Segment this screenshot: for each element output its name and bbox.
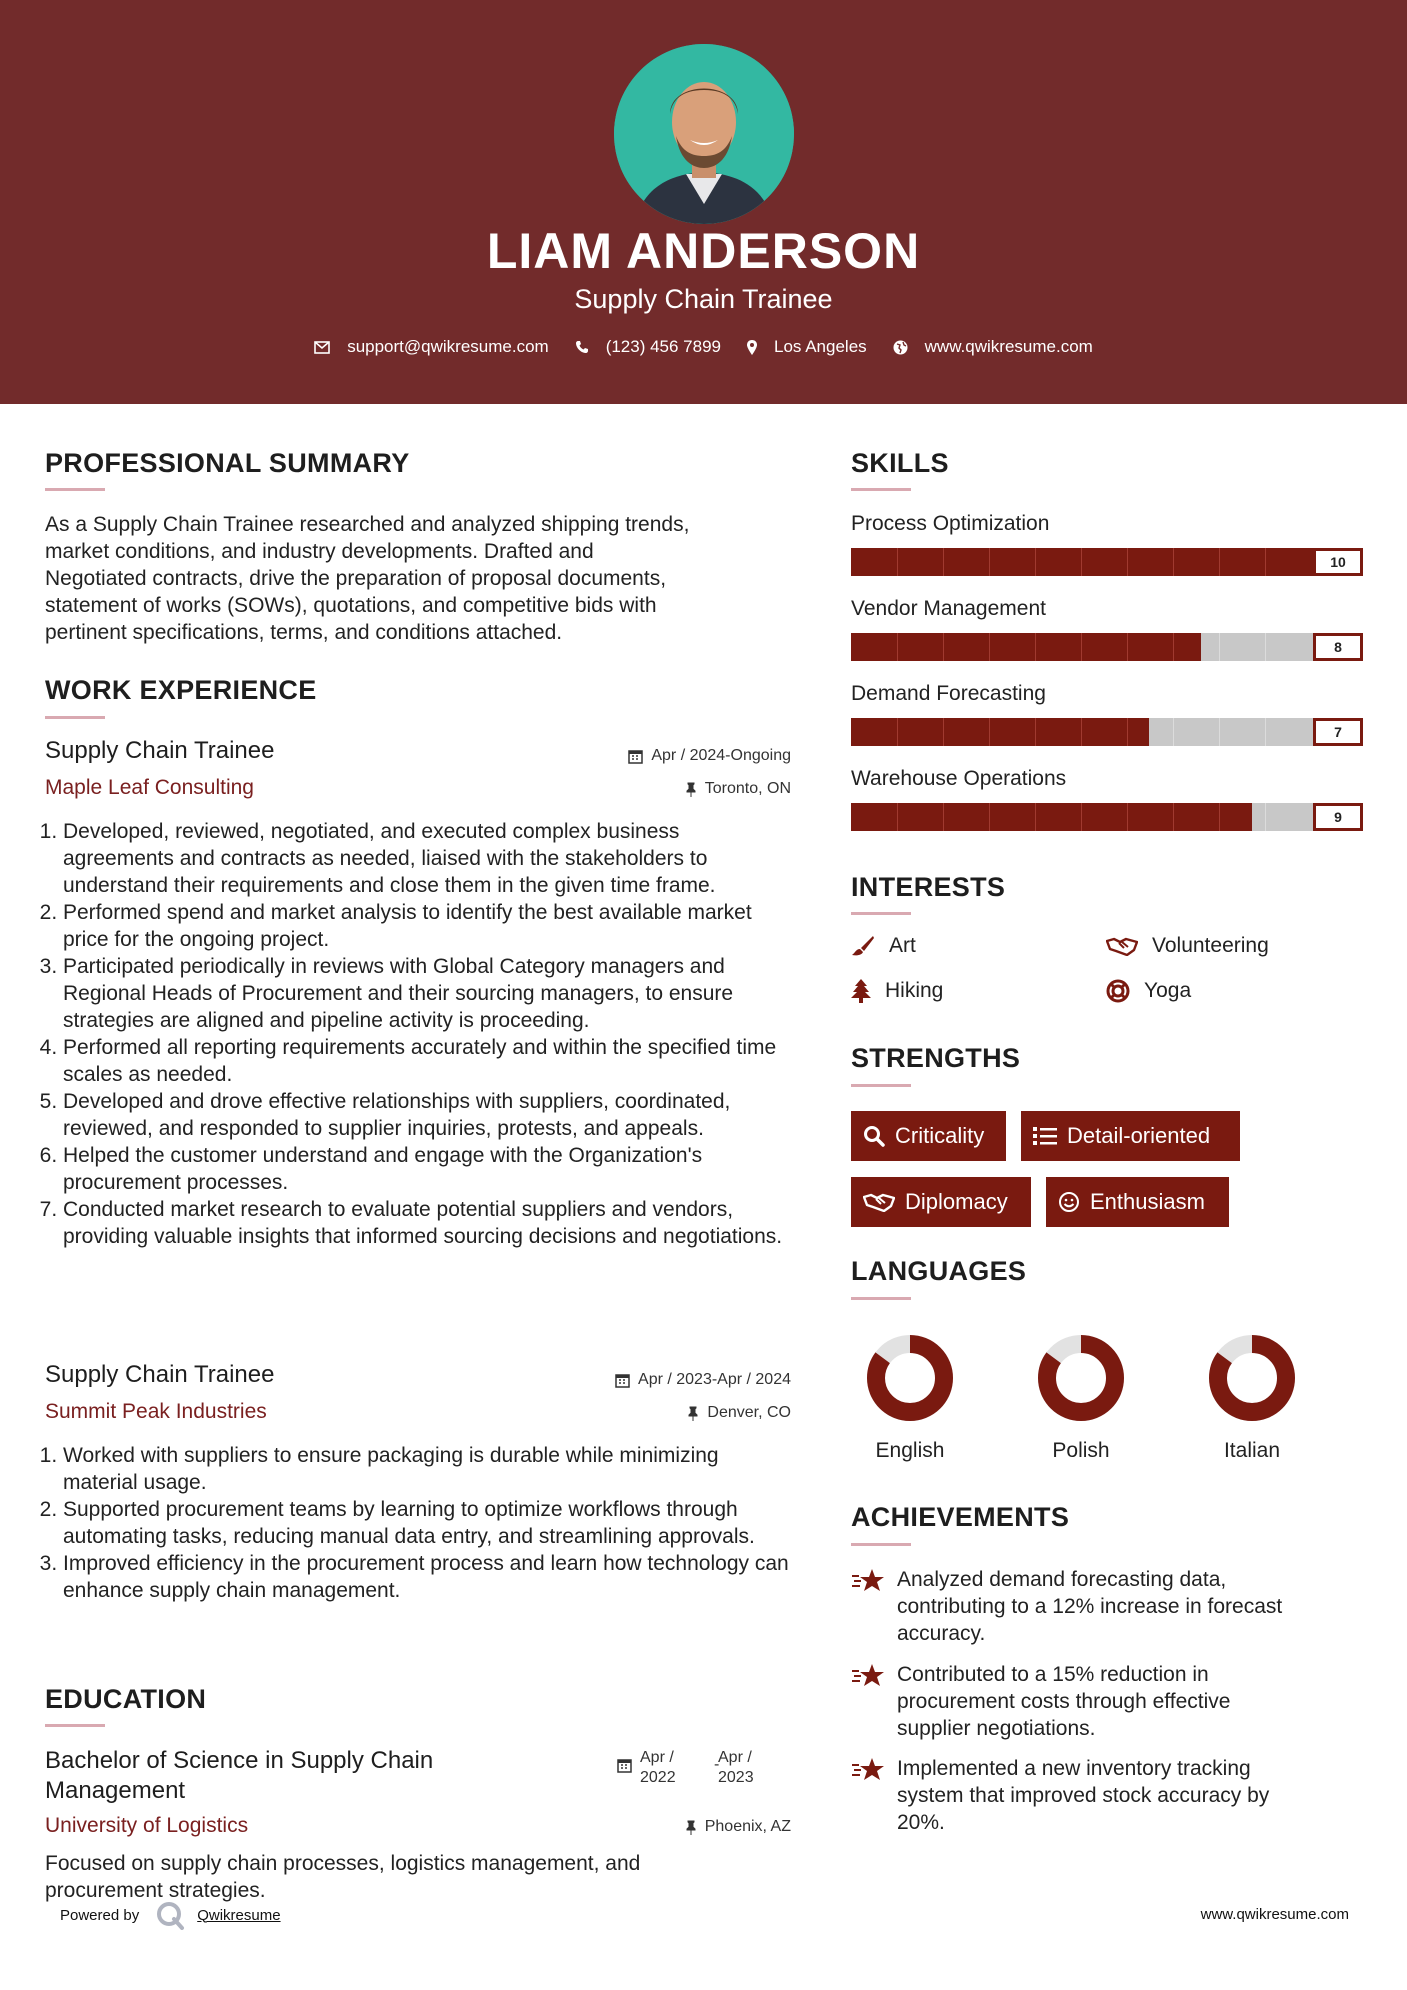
list-item: 5. Developed and drove effective relationships with suppliers, coordinated, reviewed, and responded to supplier inquiries, protests, and appeals. <box>63 1088 795 1142</box>
envelope-icon <box>314 341 330 354</box>
experience-underline <box>45 716 105 719</box>
skill-segment-divider <box>943 803 944 831</box>
summary-underline <box>45 488 105 491</box>
language-donut <box>1202 1328 1302 1428</box>
strength-label: Diplomacy <box>905 1189 1008 1214</box>
resume-header <box>0 0 1407 404</box>
achievements-heading: ACHIEVEMENTS <box>851 1502 1070 1532</box>
interests-underline <box>851 912 911 915</box>
strength-label: Enthusiasm <box>1090 1189 1205 1214</box>
education-location <box>560 1818 791 1836</box>
job-title: Supply Chain Trainee <box>45 1361 275 1388</box>
skill-segment-divider <box>1127 803 1128 831</box>
job-location <box>560 780 791 798</box>
skill-bar <box>851 548 1363 576</box>
school-name: University of Logistics <box>45 1814 249 1837</box>
email-text: support@qwikresume.com <box>347 337 549 356</box>
calendar-icon <box>615 1373 630 1388</box>
strengths-underline <box>851 1084 911 1087</box>
strength-chip-enthusiasm <box>1046 1177 1229 1227</box>
skill-fill <box>851 548 1363 576</box>
strength-chip-criticality <box>851 1111 1006 1161</box>
skill-level-value: 8 <box>1313 633 1363 661</box>
contact-email[interactable] <box>314 337 549 357</box>
date-part: Apr / <box>718 1749 752 1766</box>
skill-segment-divider <box>1173 718 1174 746</box>
skill-segment-divider <box>1173 548 1174 576</box>
paintbrush-icon <box>851 935 875 957</box>
achievement-text <box>897 1755 1269 1836</box>
date-part: 2023 <box>718 1769 754 1786</box>
achievement-item <box>851 1661 1351 1742</box>
handshake-icon <box>863 1192 895 1212</box>
strength-chip-diplomacy <box>851 1177 1031 1227</box>
interest-hiking <box>851 979 943 1003</box>
lifering-icon <box>1106 979 1130 1003</box>
brand-link[interactable]: Qwikresume <box>197 1906 281 1924</box>
achievement-line: Analyzed demand forecasting data, <box>897 1568 1227 1591</box>
summary-line: market conditions, and industry developments. Drafted and <box>45 540 594 563</box>
skill-label: Demand Forecasting <box>851 682 1046 705</box>
education-start <box>640 1748 676 1788</box>
job-title: Supply Chain Trainee <box>45 737 275 764</box>
skill-segment-divider <box>1127 548 1128 576</box>
footer-url[interactable]: www.qwikresume.com <box>1200 1906 1349 1923</box>
candidate-name: LIAM ANDERSON <box>486 223 921 279</box>
skill-segment-divider <box>1173 803 1174 831</box>
language-label: Italian <box>1223 1439 1281 1462</box>
education-date <box>614 1748 794 1792</box>
job-location-text: Toronto, ON <box>704 780 791 797</box>
education-underline <box>45 1724 105 1727</box>
skill-segment-divider <box>1035 633 1036 661</box>
job-date <box>560 1371 791 1389</box>
list-item: 2. Supported procurement teams by learning to optimize workflows through automating tasks, reducing manual data entry, and streamlining approvals. <box>63 1496 795 1550</box>
achievement-line: supplier negotiations. <box>897 1717 1096 1740</box>
education-location-text: Phoenix, AZ <box>704 1818 791 1835</box>
skill-segment-divider <box>989 548 990 576</box>
achievement-line: accuracy. <box>897 1622 986 1645</box>
list-item: 2. Performed spend and market analysis to identify the best available market price for the ongoing project. <box>63 899 795 953</box>
star-icon <box>851 1663 885 1689</box>
skills-underline <box>851 488 911 491</box>
skill-segment-divider <box>897 718 898 746</box>
summary-text <box>45 511 805 646</box>
date-part: Apr / <box>640 1749 674 1766</box>
summary-heading: PROFESSIONAL SUMMARY <box>45 448 410 478</box>
skill-segment-divider <box>1219 803 1220 831</box>
job-date <box>560 747 791 765</box>
achievement-text <box>897 1661 1230 1742</box>
calendar-icon <box>617 1758 632 1773</box>
smile-icon <box>1058 1191 1080 1213</box>
interest-label: Art <box>889 934 916 957</box>
company-name: Maple Leaf Consulting <box>45 776 254 799</box>
skill-label: Warehouse Operations <box>851 767 1067 790</box>
skill-segment-divider <box>897 633 898 661</box>
strength-chip-detail-oriented <box>1021 1111 1240 1161</box>
contact-location <box>747 337 867 357</box>
skill-segment-divider <box>1265 633 1266 661</box>
skill-segment-divider <box>1081 803 1082 831</box>
contact-website[interactable] <box>893 337 1093 357</box>
interest-label: Yoga <box>1144 979 1192 1002</box>
achievement-line: contributing to a 12% increase in forecast <box>897 1595 1283 1618</box>
interest-volunteering <box>1106 934 1269 958</box>
education-heading: EDUCATION <box>45 1684 207 1714</box>
achievement-line: system that improved stock accuracy by <box>897 1784 1270 1807</box>
experience-heading: WORK EXPERIENCE <box>45 675 317 705</box>
skill-segment-divider <box>1219 633 1220 661</box>
list-item: 3. Participated periodically in reviews with Global Category managers and Regional Heads of Procurement and their sourcing managers, to ensure strategies are aligned and pipeline activity is proceeding. <box>63 953 795 1034</box>
qwikresume-logo-icon <box>155 1900 185 1930</box>
globe-icon <box>893 340 908 355</box>
language-label: Polish <box>1052 1439 1110 1462</box>
map-pin-icon <box>747 340 757 355</box>
skill-bar <box>851 718 1363 746</box>
skill-segment-divider <box>943 718 944 746</box>
interests-heading: INTERESTS <box>851 872 1006 902</box>
education-end <box>718 1748 754 1788</box>
language-donut <box>860 1328 960 1428</box>
interest-art <box>851 934 916 958</box>
list-item: 4. Performed all reporting requirements accurately and within the specified time scales as needed. <box>63 1034 795 1088</box>
phone-text: (123) 456 7899 <box>605 337 722 356</box>
skill-segment-divider <box>1173 633 1174 661</box>
strength-label: Criticality <box>895 1123 985 1148</box>
location-text: Los Angeles <box>774 337 867 356</box>
phone-icon <box>575 340 589 354</box>
tree-icon <box>851 979 871 1003</box>
calendar-icon <box>628 749 643 764</box>
date-part: 2022 <box>640 1769 676 1786</box>
job-location <box>560 1404 791 1422</box>
achievement-line: procurement costs through effective <box>897 1690 1231 1713</box>
degree-title <box>45 1746 433 1806</box>
interest-yoga <box>1106 979 1191 1003</box>
skill-segment-divider <box>1219 548 1220 576</box>
summary-line: Negotiated contracts, drive the preparation of proposal documents, <box>45 567 667 590</box>
achievement-line: Contributed to a 15% reduction in <box>897 1663 1209 1686</box>
education-desc-line: Focused on supply chain processes, logistics management, and <box>45 1852 641 1875</box>
summary-line: As a Supply Chain Trainee researched and analyzed shipping trends, <box>45 513 690 536</box>
skill-segment-divider <box>1219 718 1220 746</box>
list-icon <box>1033 1126 1057 1146</box>
skill-segment-divider <box>1035 718 1036 746</box>
degree-line: Bachelor of Science in Supply Chain <box>45 1747 434 1774</box>
list-item: 3. Improved efficiency in the procurement process and learn how technology can enhance supply chain management. <box>63 1550 795 1604</box>
skill-fill <box>851 803 1252 831</box>
handshake-icon <box>1106 936 1138 956</box>
skill-segment-divider <box>1035 548 1036 576</box>
skill-bar <box>851 803 1363 831</box>
job-date-text: Apr / 2023-Apr / 2024 <box>638 1371 791 1388</box>
skill-segment-divider <box>897 803 898 831</box>
languages-heading: LANGUAGES <box>851 1256 1027 1286</box>
education-description <box>45 1850 805 1904</box>
achievement-line: 20%. <box>897 1811 945 1834</box>
education-desc-line: procurement strategies. <box>45 1879 266 1902</box>
job-location-text: Denver, CO <box>707 1404 791 1421</box>
languages-underline <box>851 1297 911 1300</box>
skill-level-value: 9 <box>1313 803 1363 831</box>
strengths-heading: STRENGTHS <box>851 1043 1021 1073</box>
list-item: 6. Helped the customer understand and engage with the Organization's procurement processes. <box>63 1142 795 1196</box>
skill-label: Vendor Management <box>851 597 1046 620</box>
skill-segment-divider <box>1081 548 1082 576</box>
summary-line: pertinent specifications, terms, and conditions attached. <box>45 621 563 644</box>
skill-level-value: 7 <box>1313 718 1363 746</box>
skill-segment-divider <box>1265 548 1266 576</box>
achievement-text <box>897 1566 1282 1647</box>
skill-segment-divider <box>943 633 944 661</box>
skill-fill <box>851 633 1201 661</box>
skill-segment-divider <box>989 718 990 746</box>
skill-segment-divider <box>1127 633 1128 661</box>
skill-segment-divider <box>989 803 990 831</box>
list-item: 1. Developed, reviewed, negotiated, and executed complex business agreements and contracts as needed, liaised with the stakeholders to understand their requirements and close them in the given time frame. <box>63 818 795 899</box>
summary-line: statement of works (SOWs), quotations, and competitive bids with <box>45 594 657 617</box>
achievements-underline <box>851 1543 911 1546</box>
date-separator: - <box>714 1756 720 1773</box>
achievement-item <box>851 1755 1351 1836</box>
skill-segment-divider <box>1035 803 1036 831</box>
skill-segment-divider <box>1265 803 1266 831</box>
skill-segment-divider <box>1081 718 1082 746</box>
language-donut <box>1031 1328 1131 1428</box>
skill-level-value: 10 <box>1313 548 1363 576</box>
list-item: 1. Worked with suppliers to ensure packaging is durable while minimizing material usage. <box>63 1442 795 1496</box>
star-icon <box>851 1568 885 1594</box>
pushpin-icon <box>685 782 697 797</box>
contact-phone[interactable] <box>575 337 721 357</box>
candidate-role: Supply Chain Trainee <box>574 284 833 314</box>
job-duties-list <box>45 1442 795 1604</box>
search-icon <box>863 1125 885 1147</box>
interest-label: Volunteering <box>1152 934 1269 957</box>
achievement-item <box>851 1566 1351 1647</box>
star-icon <box>851 1757 885 1783</box>
powered-by-label: Powered by <box>60 1906 140 1924</box>
skill-segment-divider <box>943 548 944 576</box>
company-name: Summit Peak Industries <box>45 1400 267 1423</box>
skill-segment-divider <box>897 548 898 576</box>
skill-segment-divider <box>1081 633 1082 661</box>
language-label: English <box>875 1439 945 1462</box>
job-date-text: Apr / 2024-Ongoing <box>651 747 791 764</box>
website-text: www.qwikresume.com <box>924 337 1093 356</box>
skill-bar <box>851 633 1363 661</box>
skill-segment-divider <box>989 633 990 661</box>
pushpin-icon <box>687 1406 699 1421</box>
interest-label: Hiking <box>885 979 944 1002</box>
skill-label: Process Optimization <box>851 512 1050 535</box>
skill-segment-divider <box>1127 718 1128 746</box>
profile-photo <box>614 44 794 224</box>
strength-label: Detail-oriented <box>1067 1123 1211 1148</box>
pushpin-icon <box>685 1820 697 1835</box>
achievement-line: Implemented a new inventory tracking <box>897 1757 1251 1780</box>
skills-heading: SKILLS <box>851 448 949 478</box>
job-duties-list <box>45 818 795 1250</box>
skill-fill <box>851 718 1149 746</box>
powered-by <box>60 1900 281 1930</box>
skill-segment-divider <box>1265 718 1266 746</box>
list-item: 7. Conducted market research to evaluate potential suppliers and vendors, providing valuable insights that informed sourcing decisions and negotiations. <box>63 1196 795 1250</box>
contact-bar <box>0 337 1407 357</box>
degree-line: Management <box>45 1777 186 1804</box>
